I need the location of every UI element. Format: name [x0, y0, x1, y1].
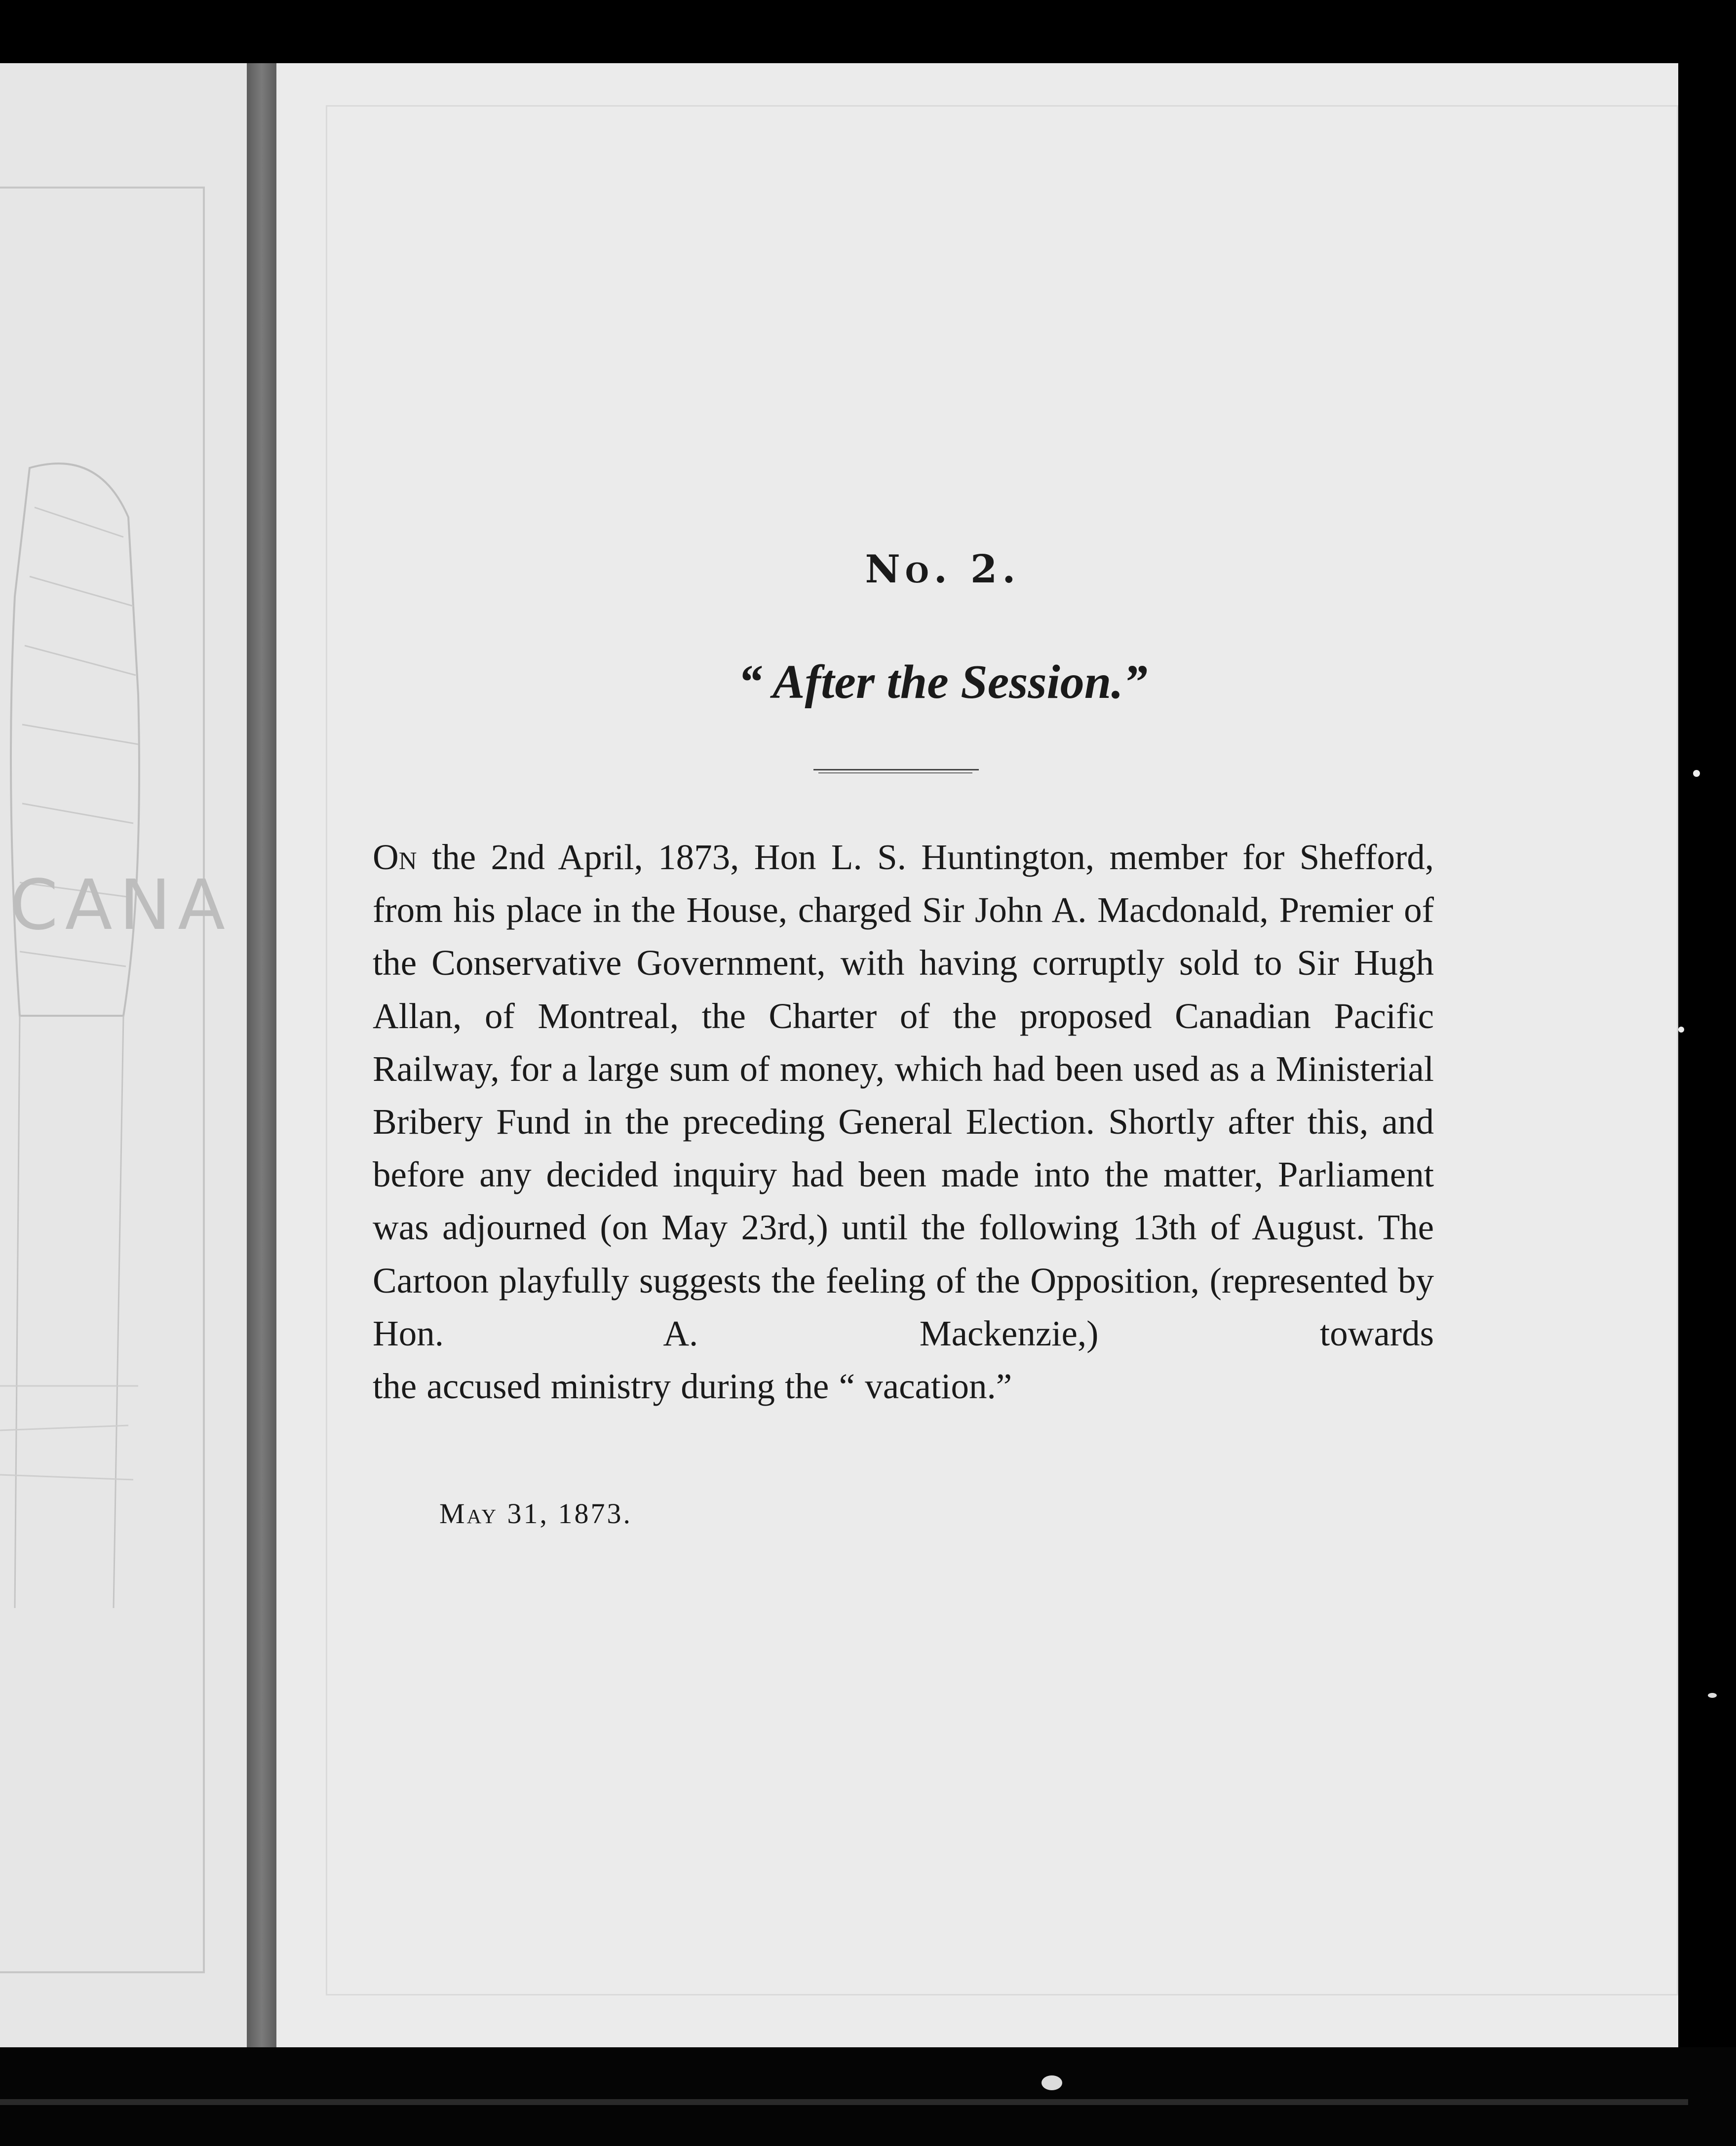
facing-page-illustration [0, 448, 148, 1682]
description-paragraph [373, 831, 1434, 1413]
facing-page-partial-word: CANA [10, 865, 232, 946]
paragraph-body: the 2nd April, 1873, Hon L. S. Huntington, member for Shefford, from his place in the House, charged Sir John A. Macdonald, Premier of the Conservative Government, with having corruptly sold to Sir Hugh Allan, of Montreal, the Charter of the proposed Canadian Pacific Railway, for a large sum of money, which had been used as a Ministerial Bribery Fund in the preceding General Election. Shortly after this, and before any decided inquiry had been made into the matter, Parliament was adjourned (on May 23rd,) until the following 13th of August. The Cartoon playfully suggests the feeling of the Opposition, (represented by Hon. A. Mackenzie,) towards [373, 837, 1434, 1353]
scan-bottom-border [0, 2047, 1736, 2146]
scan-speck [1678, 1027, 1684, 1033]
paragraph-lead-word: On [373, 837, 417, 877]
book-gutter [247, 63, 276, 2047]
decorative-rule [813, 769, 979, 775]
plate-number: No. 2. [865, 547, 1021, 592]
cartoon-title: “ After the Session.” [738, 655, 1148, 709]
paragraph-last-line: the accused ministry during the “ vacation.” [373, 1366, 1012, 1407]
scan-right-border [1678, 63, 1736, 2047]
scan-speck [1708, 1693, 1717, 1698]
publication-date: May 31, 1873. [439, 1497, 633, 1530]
facing-page [0, 63, 247, 2047]
scan-speck [1042, 2075, 1062, 2090]
scan-speck [1693, 770, 1700, 777]
main-page [276, 63, 1678, 2047]
